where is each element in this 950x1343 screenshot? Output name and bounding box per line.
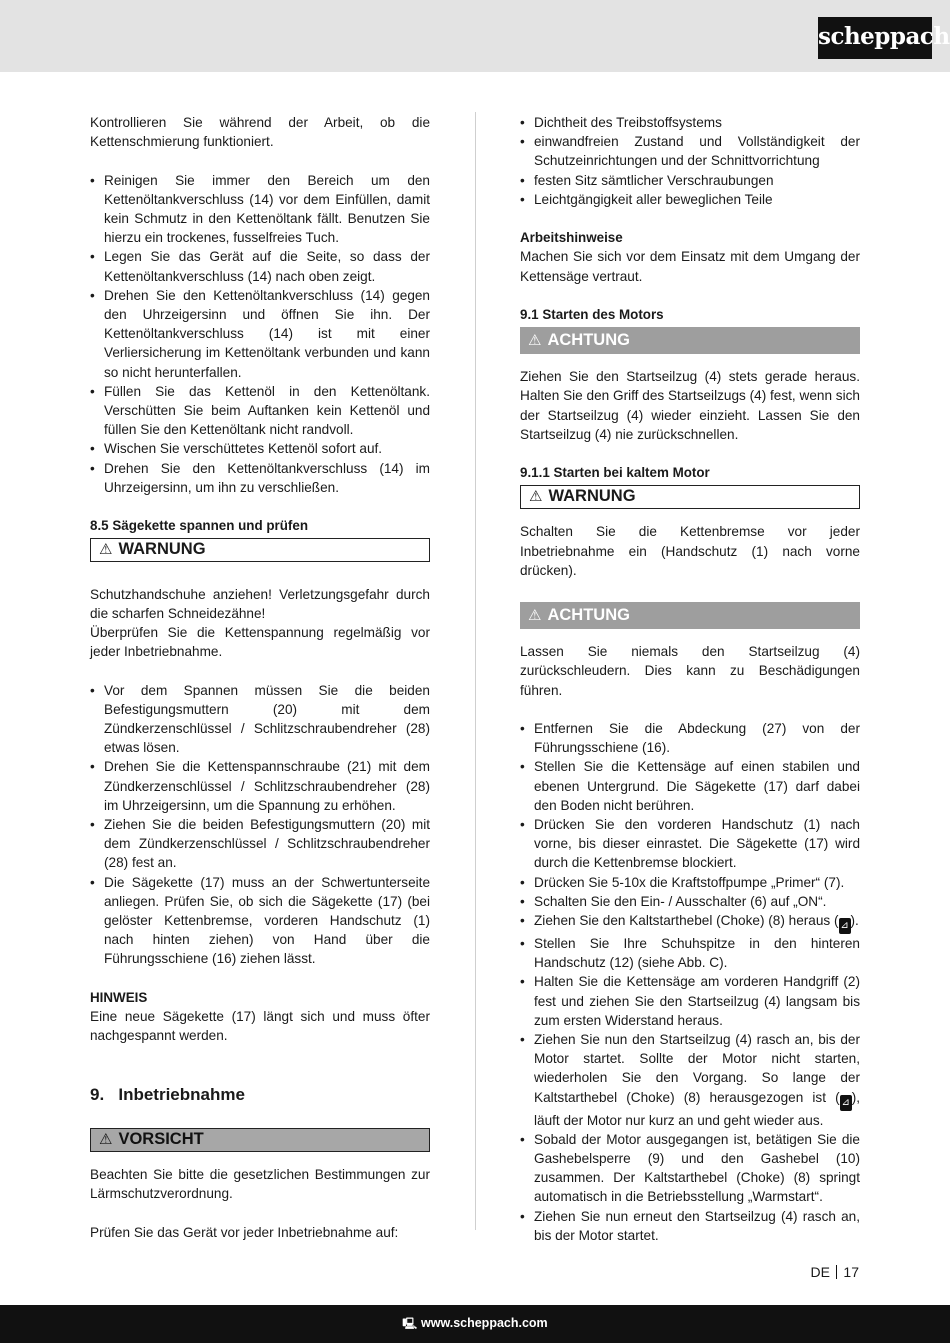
list-item: • Drehen Sie den Kettenöltankverschluss (14) im Uhrzeigersinn, um ihn zu verschließen. xyxy=(90,459,430,497)
warning-triangle-icon: ⚠ xyxy=(99,1131,113,1149)
section-heading-8-5: 8.5 Sägekette spannen und prüfen xyxy=(90,518,309,534)
left-column xyxy=(90,113,430,1242)
page-separator xyxy=(836,1265,838,1279)
list-item: • einwandfreien Zustand und Vollständigkeit der Schutzeinrichtungen und der Schnittvorrichtung xyxy=(520,132,860,170)
list-item: • festen Sitz sämtlicher Verschraubungen xyxy=(520,171,860,190)
list-item: • Ziehen Sie die beiden Befestigungsmuttern (20) mit dem Zündkerzenschlüssel / Schlitzschraubendreher (28) fest an. xyxy=(90,815,430,873)
section-heading-9-1: 9.1 Starten des Motors xyxy=(520,307,664,322)
brand-logo: scheppach xyxy=(818,17,932,59)
choke-symbol-icon: ⊿ xyxy=(840,1095,852,1111)
warning-triangle-icon: ⚠ xyxy=(528,332,542,350)
start-steps-list xyxy=(520,719,860,1245)
work-text: Machen Sie sich vor dem Einsatz mit dem Umgang der Kettensäge vertraut. xyxy=(520,249,860,284)
attention-label: ACHTUNG xyxy=(547,331,630,350)
warning-triangle-icon: ⚠ xyxy=(529,488,543,506)
list-item: • Füllen Sie das Kettenöl in den Kettenöltank. Verschütten Sie beim Auftanken kein Kettenöl und füllen Sie den Kettenöltank nicht randvoll. xyxy=(90,382,430,440)
choke-text-a: Ziehen Sie den Kaltstarthebel (Choke) (8) heraus ( xyxy=(534,913,839,929)
warning-box xyxy=(520,485,860,509)
snap-text: Lassen Sie niemals den Startseilzug (4) zurückschleudern. Dies kann zu Beschädigungen führen. xyxy=(520,644,860,698)
pull-fast-text-b: ), läuft der Motor nur kurz an und geht wieder aus. xyxy=(534,1089,860,1128)
note-title: HINWEIS xyxy=(90,989,148,1005)
website-link[interactable]: www.scheppach.com xyxy=(421,1316,548,1330)
list-item: • Schalten Sie den Ein- / Ausschalter (6) auf „ON“. xyxy=(520,892,860,911)
attention-box xyxy=(520,327,860,354)
right-column xyxy=(520,113,860,1245)
list-item: • Drücken Sie 5-10x die Kraftstoffpumpe „Primer“ (7). xyxy=(520,873,860,892)
page-number-value: 17 xyxy=(843,1264,859,1280)
list-item: • Legen Sie das Gerät auf die Seite, so dass der Kettenöltankverschluss (14) nach oben zeigt. xyxy=(90,247,430,285)
oil-steps-list xyxy=(90,171,430,497)
caution-box xyxy=(90,1128,430,1152)
warning-label: WARNUNG xyxy=(548,487,636,506)
attention-label: ACHTUNG xyxy=(547,606,630,625)
choke-text-b: ). xyxy=(850,913,859,929)
warning-triangle-icon: ⚠ xyxy=(528,607,542,625)
warning-label: WARNUNG xyxy=(118,540,206,559)
section-heading-9-1-1: 9.1.1 Starten bei kaltem Motor xyxy=(520,465,710,481)
pull-fast-text-a: Ziehen Sie nun den Startseilzug (4) rasch an, bis der Motor startet. Sollte der Motor nicht starten, wiederholen Sie den Vorgang. So lange der Kaltstarthebel (Choke) (8) herausgezogen ist ( xyxy=(534,1032,860,1105)
caution-label: VORSICHT xyxy=(118,1130,204,1149)
list-item: • Ziehen Sie nun erneut den Startseilzug (4) rasch an, bis der Motor startet. xyxy=(520,1207,860,1245)
pull-text: Ziehen Sie den Startseilzug (4) stets gerade heraus. Halten Sie den Griff des Startseilzugs (4) fest, wenn sich der Startseilzug (4) wieder einzieht. Lassen Sie den Startseilzug (4) nie zurückschnellen. xyxy=(520,369,860,442)
footer-bar xyxy=(0,1305,950,1343)
gloves-text: Schutzhandschuhe anziehen! Verletzungsgefahr durch die scharfen Schneidezähne! xyxy=(90,586,430,621)
list-item: • Die Sägekette (17) muss an der Schwertunterseite anliegen. Prüfen Sie, ob sich die Sägekette (17) (bei gelöster Kettenbremse, vorderen Handschutz (1) nach hinten ziehen) von Hand über die Führungsschiene (16) ziehen lässt. xyxy=(90,873,430,969)
list-item: • Entfernen Sie die Abdeckung (27) von der Führungsschiene (16). xyxy=(520,719,860,757)
list-item: • Drücken Sie den vorderen Handschutz (1) nach vorne, bis dieser einrastet. Die Sägekette (17) wird durch die Kettenbremse blockiert. xyxy=(520,815,860,873)
list-item: • Drehen Sie den Kettenöltankverschluss (14) gegen den Uhrzeigersinn und öffnen Sie ihn. Der Kettenöltankverschluss (14) ist mit einer Verliersicherung im Kettenöltank verbunden und kann so nicht herunterfallen. xyxy=(90,286,430,382)
list-item: • Wischen Sie verschüttetes Kettenöl sofort auf. xyxy=(90,439,430,458)
attention-box xyxy=(520,602,860,629)
column-divider xyxy=(475,112,476,1230)
section-heading-9: 9. Inbetriebnahme xyxy=(90,1084,245,1104)
list-item: • Reinigen Sie immer den Bereich um den Kettenöltankverschluss (14) vor dem Einfüllen, damit kein Schmutz in den Kettenöltank fällt. Benutzen Sie hierzu ein trockenes, fusselfreies Tuch. xyxy=(90,171,430,248)
header-bar xyxy=(0,0,950,72)
list-item xyxy=(520,1030,860,1130)
list-item: • Halten Sie die Kettensäge am vorderen Handgriff (2) fest und ziehen Sie den Startseilzug (4) langsam bis zum ersten Widerstand heraus. xyxy=(520,972,860,1030)
tension-steps-list xyxy=(90,681,430,969)
monitor-icon: 🖳 xyxy=(402,1318,418,1330)
inspect-list xyxy=(520,113,860,209)
list-item: • Drehen Sie die Kettenspannschraube (21) mit dem Zündkerzenschlüssel / Schlitzschraubendreher (28) im Uhrzeigersinn, um die Spannung zu erhöhen. xyxy=(90,757,430,815)
page-number xyxy=(810,1264,859,1280)
language-code: DE xyxy=(810,1264,830,1280)
note-text: Eine neue Sägekette (17) längt sich und muss öfter nachgespannt werden. xyxy=(90,1009,430,1044)
list-item: • Dichtheit des Treibstoffsystems xyxy=(520,113,860,132)
warning-box xyxy=(90,538,430,562)
list-item xyxy=(520,911,860,934)
noise-text: Beachten Sie bitte die gesetzlichen Bestimmungen zur Lärmschutzverordnung. xyxy=(90,1167,430,1202)
list-item: • Stellen Sie die Kettensäge auf einen stabilen und ebenen Untergrund. Die Sägekette (17) darf dabei den Boden nicht berühren. xyxy=(520,757,860,815)
choke-symbol-icon: ⊿ xyxy=(839,918,851,934)
work-title: Arbeitshinweise xyxy=(520,230,623,246)
list-item: • Vor dem Spannen müssen Sie die beiden Befestigungsmuttern (20) mit dem Zündkerzenschlüssel / Schlitzschraubendreher (28) etwas lösen. xyxy=(90,681,430,758)
warning-triangle-icon: ⚠ xyxy=(99,541,113,559)
intro-text: Kontrollieren Sie während der Arbeit, ob die Kettenschmierung funktioniert. xyxy=(90,115,430,150)
inspect-text: Prüfen Sie das Gerät vor jeder Inbetriebnahme auf: xyxy=(90,1224,399,1240)
list-item: • Sobald der Motor ausgegangen ist, betätigen Sie die Gashebelsperre (9) und den Gashebel (10) zusammen. Der Kaltstarthebel (Choke) (8) springt automatisch in die Betriebsstellung „Warmstart“. xyxy=(520,1130,860,1207)
check-text: Überprüfen Sie die Kettenspannung regelmäßig vor jeder Inbetriebnahme. xyxy=(90,625,430,660)
brake-text: Schalten Sie die Kettenbremse vor jeder Inbetriebnahme ein (Handschutz (1) nach vorne drücken). xyxy=(520,524,860,578)
list-item: • Stellen Sie Ihre Schuhspitze in den hinteren Handschutz (12) (siehe Abb. C). xyxy=(520,934,860,972)
list-item: • Leichtgängigkeit aller beweglichen Teile xyxy=(520,190,860,209)
